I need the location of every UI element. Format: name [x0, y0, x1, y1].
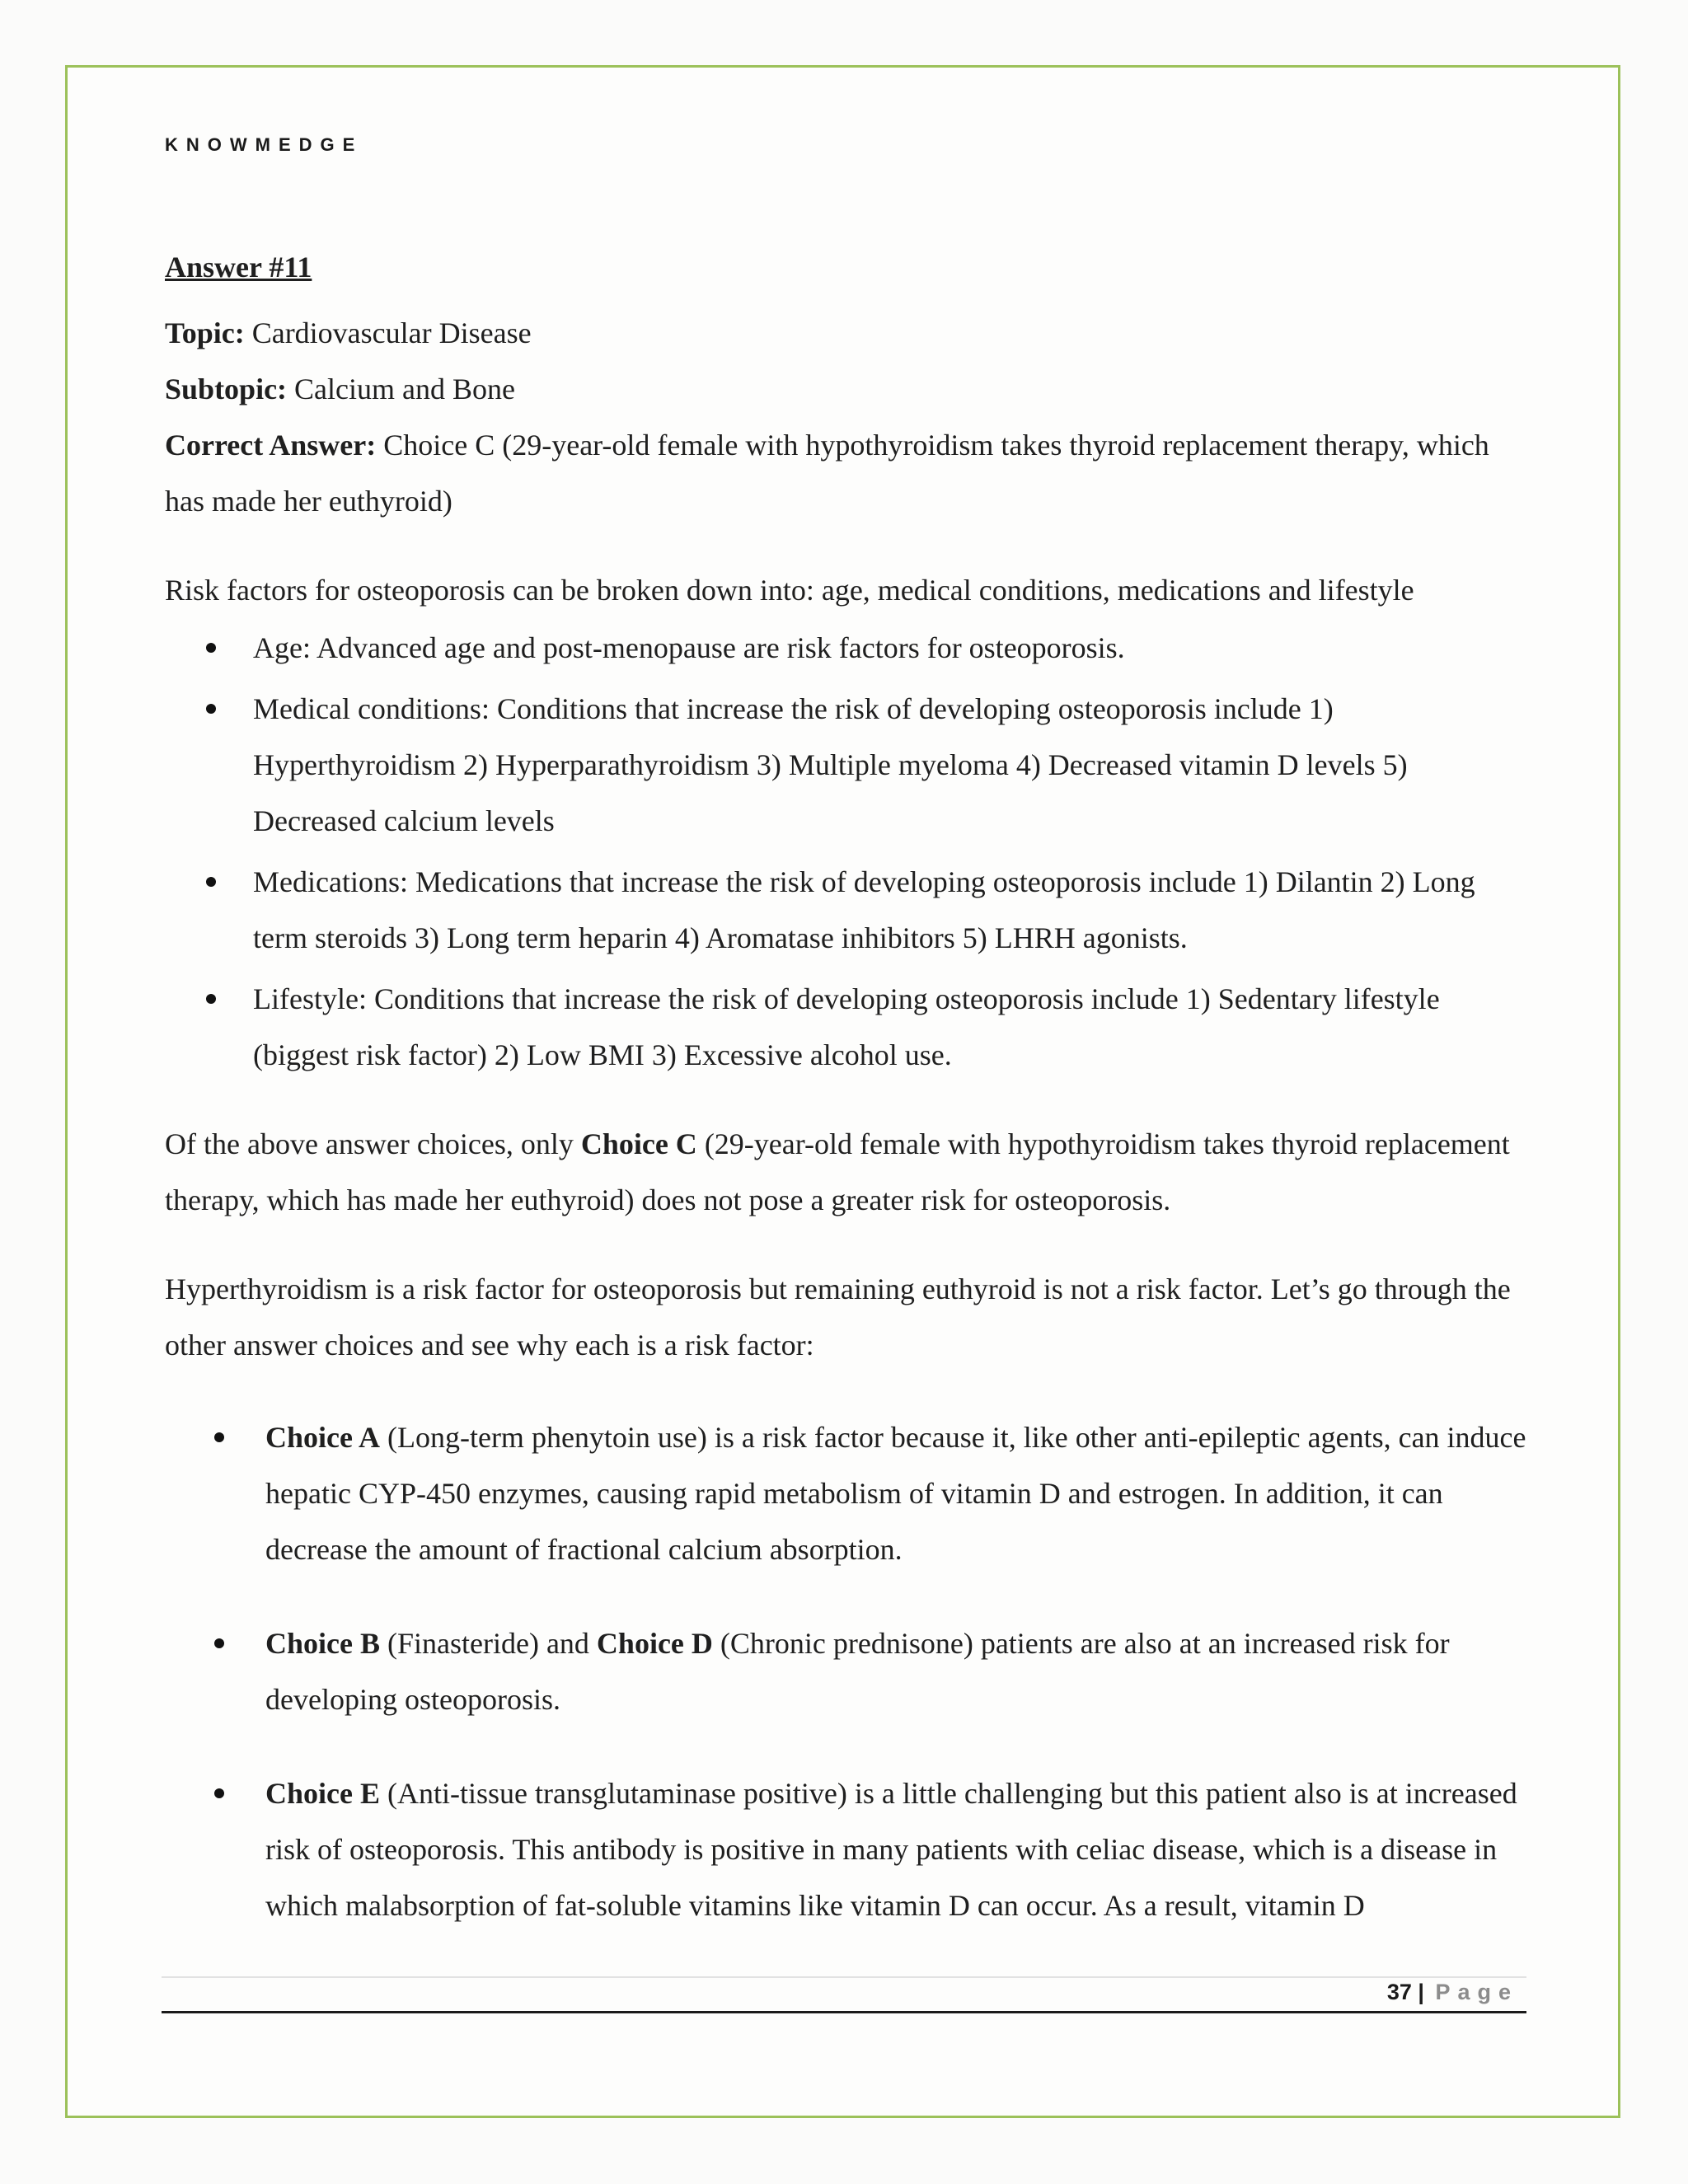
risk-factor-list — [165, 620, 1533, 1083]
summary-text-after: (29-year-old female with hypothyroidism takes thyroid replacement therapy, which has made her euthyroid) does not pose a greater risk for osteoporosis. — [165, 1127, 1510, 1216]
page-word: Page — [1435, 1980, 1518, 2004]
choice-explanation-list — [165, 1409, 1533, 1933]
summary-choice-c: Choice C — [580, 1127, 697, 1160]
risk-item-medical-conditions: Medical conditions: Conditions that increase the risk of developing osteoporosis include 1) Hyperthyroidism 2) Hyperparathyroidism 3) Multiple myeloma 4) Decreased vitamin D levels 5) Decreased calcium levels — [253, 681, 1533, 849]
explanation-paragraph: Hyperthyroidism is a risk factor for osteoporosis but remaining euthyroid is not a risk factor. Let’s go through the other answer choices and see why each is a risk factor: — [165, 1272, 1511, 1361]
choice-e-text: (Anti-tissue transglutaminase positive) is a little challenging but this patient also is at increased risk of osteoporosis. This antibody is positive in many patients with celiac disease, which is a disease in which malabsorption of fat-soluble vitamins like vitamin D can occur. As a result, vitamin D — [265, 1777, 1517, 1922]
summary-paragraph — [165, 1116, 1533, 1228]
choice-d-text: (Chronic prednisone) patients are also at an increased risk for developing osteoporosis. — [265, 1627, 1450, 1716]
footer-rule-light — [162, 1976, 1526, 1978]
choice-b-text: (Finasteride) and — [380, 1627, 597, 1660]
correct-answer-label: Correct Answer: — [165, 429, 377, 462]
correct-answer-value: Choice C (29-year-old female with hypothyroidism takes thyroid replacement therapy, which has made her euthyroid) — [165, 429, 1489, 518]
correct-answer-line — [165, 417, 1533, 529]
answer-heading: Answer #11 — [165, 251, 312, 284]
risk-item-age: Age: Advanced age and post-menopause are risk factors for osteoporosis. — [253, 620, 1533, 676]
brand-header: KNOWMEDGE — [165, 134, 363, 155]
choice-b-label: Choice B — [265, 1627, 380, 1660]
footer-rule-dark — [162, 2011, 1526, 2013]
choice-e-item — [265, 1765, 1533, 1933]
risk-intro: Risk factors for osteoporosis can be broken down into: age, medical conditions, medications and lifestyle — [165, 574, 1414, 607]
summary-text-before: Of the above answer choices, only — [165, 1127, 581, 1160]
risk-item-lifestyle: Lifestyle: Conditions that increase the risk of developing osteoporosis include 1) Sedentary lifestyle (biggest risk factor) 2) Low BMI 3) Excessive alcohol use. — [253, 971, 1533, 1083]
subtopic-line — [165, 361, 1533, 417]
document-body — [165, 239, 1533, 1971]
subtopic-label: Subtopic: — [165, 373, 288, 405]
choice-a-text: (Long-term phenytoin use) is a risk factor because it, like other anti-epileptic agents, can induce hepatic CYP-450 enzymes, causing rapid metabolism of vitamin D and estrogen. In addition, it can decrease the amount of fractional calcium absorption. — [265, 1421, 1526, 1566]
subtopic-value: Calcium and Bone — [287, 373, 515, 405]
choice-a-item — [265, 1409, 1533, 1577]
choice-d-label: Choice D — [596, 1627, 713, 1660]
choice-e-label: Choice E — [265, 1777, 380, 1810]
risk-item-medications: Medications: Medications that increase the risk of developing osteoporosis include 1) Dilantin 2) Long term steroids 3) Long term heparin 4) Aromatase inhibitors 5) LHRH agonists. — [253, 854, 1533, 966]
page-number — [1387, 1980, 1518, 2005]
topic-value: Cardiovascular Disease — [244, 316, 532, 349]
choice-a-label: Choice A — [265, 1421, 380, 1454]
topic-label: Topic: — [165, 316, 245, 349]
page-number-separator: | — [1411, 1980, 1431, 2004]
page-number-value: 37 — [1386, 1980, 1412, 2004]
topic-line — [165, 305, 1533, 361]
choice-bd-item — [265, 1615, 1533, 1727]
